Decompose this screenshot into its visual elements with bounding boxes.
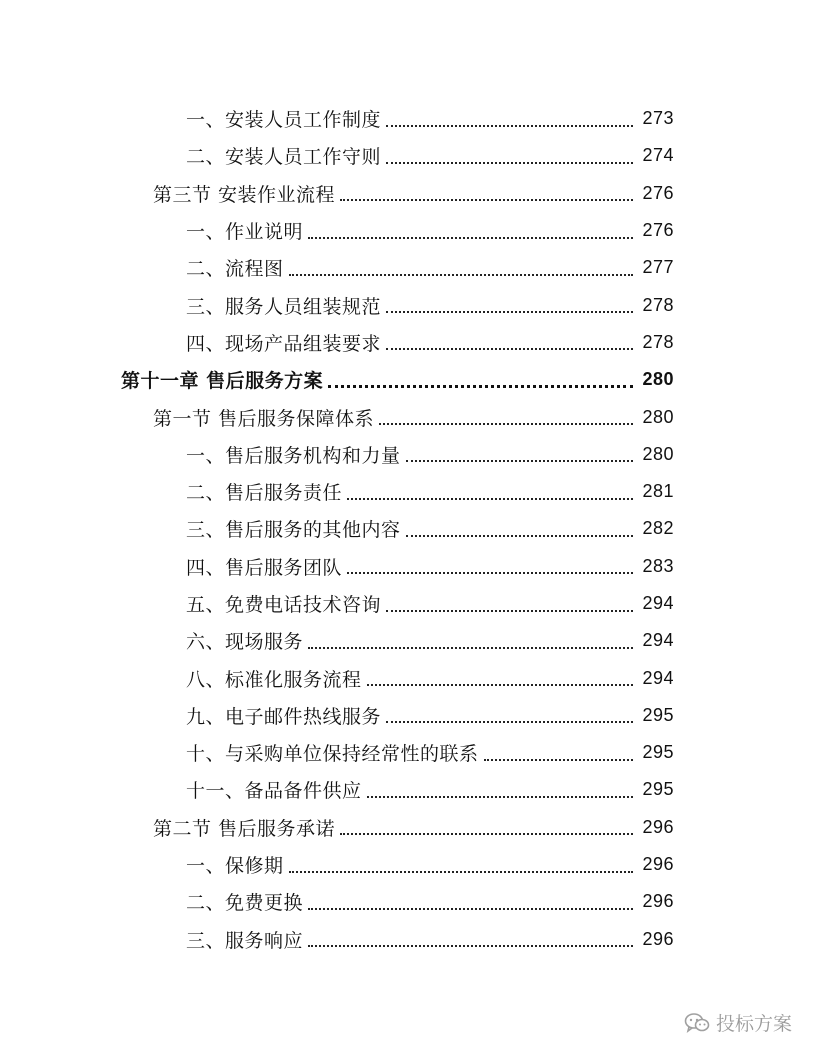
toc-leader-dots bbox=[308, 647, 633, 649]
toc-entry-title: 第三节 安装作业流程 bbox=[153, 183, 336, 206]
toc-entry-section[interactable] bbox=[0, 398, 674, 435]
toc-entry-item[interactable] bbox=[0, 622, 674, 659]
toc-entry-title: 第一节 售后服务保障体系 bbox=[153, 407, 375, 430]
toc-entry-section[interactable] bbox=[0, 175, 674, 212]
table-of-contents bbox=[0, 100, 816, 958]
toc-entry-page-number: 280 bbox=[642, 369, 674, 390]
toc-entry-page-number: 276 bbox=[642, 220, 674, 241]
toc-entry-item[interactable] bbox=[0, 100, 674, 137]
toc-entry-title: 四、现场产品组装要求 bbox=[186, 332, 382, 355]
toc-entry-page-number: 274 bbox=[642, 145, 674, 166]
toc-entry-title: 一、售后服务机构和力量 bbox=[186, 444, 401, 467]
toc-leader-dots bbox=[406, 460, 633, 462]
toc-entry-title: 一、安装人员工作制度 bbox=[186, 109, 382, 132]
toc-entry-title: 九、电子邮件热线服务 bbox=[186, 705, 382, 728]
toc-entry-title: 三、售后服务的其他内容 bbox=[186, 519, 401, 542]
toc-leader-dots bbox=[386, 162, 633, 164]
toc-entry-page-number: 277 bbox=[642, 257, 674, 278]
toc-entry-page-number: 280 bbox=[642, 406, 674, 427]
toc-entry-chapter[interactable] bbox=[0, 361, 674, 398]
toc-entry-title: 十、与采购单位保持经常性的联系 bbox=[186, 743, 479, 766]
toc-entry-page-number: 295 bbox=[642, 704, 674, 725]
toc-entry-item[interactable] bbox=[0, 324, 674, 361]
toc-entry-item[interactable] bbox=[0, 473, 674, 510]
toc-entry-item[interactable] bbox=[0, 883, 674, 920]
toc-entry-page-number: 295 bbox=[642, 779, 674, 800]
toc-entry-title: 二、流程图 bbox=[186, 258, 284, 281]
toc-leader-dots bbox=[379, 423, 633, 425]
toc-entry-item[interactable] bbox=[0, 659, 674, 696]
toc-entry-page-number: 296 bbox=[642, 928, 674, 949]
toc-entry-page-number: 276 bbox=[642, 182, 674, 203]
toc-entry-title: 五、免费电话技术咨询 bbox=[186, 594, 382, 616]
toc-leader-dots bbox=[340, 833, 633, 835]
toc-entry-item[interactable] bbox=[0, 771, 674, 808]
toc-leader-dots bbox=[347, 498, 633, 500]
toc-leader-dots bbox=[367, 684, 633, 686]
toc-entry-title: 一、作业说明 bbox=[186, 221, 304, 244]
toc-leader-dots bbox=[289, 871, 633, 873]
toc-entry-title: 第二节 售后服务承诺 bbox=[153, 817, 336, 840]
toc-entry-item[interactable] bbox=[0, 585, 674, 622]
toc-leader-dots bbox=[484, 759, 633, 761]
toc-entry-page-number: 282 bbox=[642, 518, 674, 539]
toc-entry-page-number: 296 bbox=[642, 816, 674, 837]
toc-entry-page-number: 294 bbox=[642, 630, 674, 651]
toc-leader-dots bbox=[406, 535, 633, 537]
toc-entry-page-number: 278 bbox=[642, 331, 674, 352]
toc-entry-title: 第十一章 售后服务方案 bbox=[121, 370, 324, 393]
toc-entry-item[interactable] bbox=[0, 212, 674, 249]
toc-leader-dots bbox=[386, 348, 633, 350]
toc-entry-title: 三、服务人员组装规范 bbox=[186, 295, 382, 318]
toc-entry-title: 三、服务响应 bbox=[186, 929, 304, 952]
toc-leader-dots bbox=[386, 721, 633, 723]
toc-leader-dots bbox=[367, 796, 633, 798]
toc-entry-page-number: 296 bbox=[642, 891, 674, 912]
toc-leader-dots bbox=[386, 311, 633, 313]
toc-leader-dots bbox=[340, 199, 633, 201]
toc-entry-page-number: 294 bbox=[642, 667, 674, 688]
watermark bbox=[684, 1009, 792, 1036]
toc-entry-page-number: 295 bbox=[642, 742, 674, 763]
toc-leader-dots bbox=[386, 125, 633, 127]
toc-entry-title: 二、安装人员工作守则 bbox=[186, 146, 382, 169]
toc-leader-dots bbox=[386, 610, 633, 612]
toc-entry-item[interactable] bbox=[0, 697, 674, 734]
toc-entry-title: 十一、备品备件供应 bbox=[186, 780, 362, 803]
wechat-icon bbox=[684, 1012, 710, 1034]
toc-leader-dots bbox=[308, 945, 633, 947]
toc-entry-page-number: 294 bbox=[642, 593, 674, 613]
toc-leader-dots bbox=[347, 572, 633, 574]
toc-entry-item[interactable] bbox=[0, 249, 674, 286]
toc-entry-title: 一、保修期 bbox=[186, 855, 284, 878]
toc-entry-page-number: 280 bbox=[642, 443, 674, 464]
toc-entry-title: 四、售后服务团队 bbox=[186, 556, 343, 579]
toc-entry-title: 二、免费更换 bbox=[186, 892, 304, 915]
toc-entry-page-number: 273 bbox=[642, 108, 674, 129]
toc-entry-item[interactable] bbox=[0, 510, 674, 547]
toc-entry-section[interactable] bbox=[0, 809, 674, 846]
toc-entry-title: 二、售后服务责任 bbox=[186, 482, 343, 505]
toc-entry-page-number: 296 bbox=[642, 854, 674, 875]
toc-entry-page-number: 278 bbox=[642, 294, 674, 315]
toc-entry-item[interactable] bbox=[0, 286, 674, 323]
toc-entry-page-number: 283 bbox=[642, 555, 674, 576]
toc-leader-dots bbox=[308, 237, 633, 239]
toc-entry-title: 六、现场服务 bbox=[186, 631, 304, 654]
watermark-text: 投标方案 bbox=[715, 1013, 792, 1035]
toc-leader-dots bbox=[308, 908, 633, 910]
toc-entry-item[interactable] bbox=[0, 137, 674, 174]
toc-leader-dots bbox=[289, 274, 633, 276]
toc-entry-item[interactable] bbox=[0, 734, 674, 771]
toc-entry-item[interactable] bbox=[0, 846, 674, 883]
toc-entry-item[interactable] bbox=[0, 436, 674, 473]
toc-entry-item[interactable] bbox=[0, 921, 674, 958]
toc-entry-page-number: 281 bbox=[642, 481, 674, 502]
toc-entry-item[interactable] bbox=[0, 548, 674, 585]
toc-leader-dots bbox=[328, 385, 633, 388]
toc-entry-title: 八、标准化服务流程 bbox=[186, 668, 362, 691]
